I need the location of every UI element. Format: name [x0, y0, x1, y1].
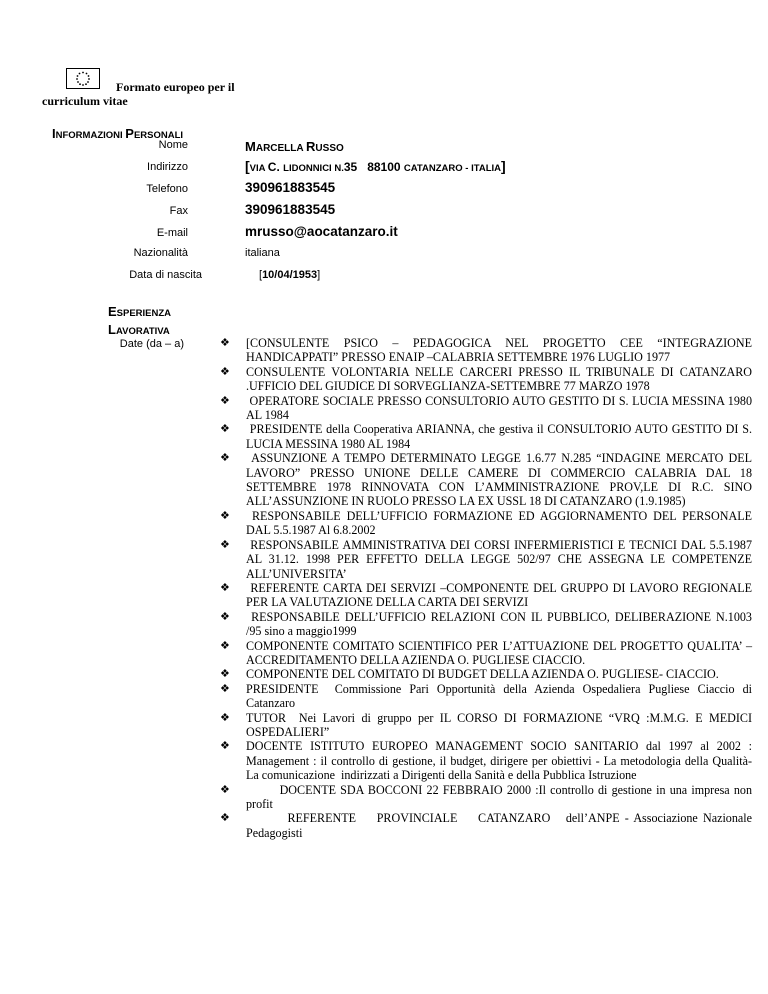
experience-item	[220, 667, 752, 681]
header-title: Formato europeo per il	[116, 80, 235, 94]
experience-item-text: DOCENTE SDA BOCCONI 22 FEBBRAIO 2000 :Il controllo di gestione in una impresa non profit	[246, 782, 756, 811]
experience-item-text: TUTOR Nei Lavori di gruppo per IL CORSO DI FORMAZIONE “VRQ :M.M.G. E MEDICI OSPEDALIERI”	[246, 710, 756, 739]
experience-item	[220, 451, 756, 509]
email-label: E-mail	[156, 227, 188, 239]
personal-info-heading: INFORMAZIONI PERSONALI	[52, 126, 184, 141]
experience-item-text: DOCENTE ISTITUTO EUROPEO MANAGEMENT SOCIO SANITARIO dal 1997 al 2002 : Management : il controllo di gestione, il budget, dirigere per obiettivi - La metodologia della Qualità- La comunicazione indirizzati a Dirigenti della Sanità e della Pubblica Istruzione	[246, 739, 756, 783]
address-label: Indirizzo	[147, 161, 188, 173]
bullet-diamond-icon: ❖	[220, 668, 230, 681]
experience-item	[220, 811, 756, 840]
experience-item	[220, 681, 756, 711]
bullet-diamond-icon: ❖	[220, 394, 230, 407]
bullet-diamond-icon: ❖	[220, 610, 230, 623]
header-subtitle: curriculum vitae	[42, 94, 128, 108]
phone-label: Telefono	[146, 183, 188, 195]
bullet-diamond-icon: ❖	[220, 639, 230, 652]
experience-item-text: REFERENTE CARTA DEI SERVIZI –COMPONENTE DEL GRUPPO DI LAVORO REGIONALE PER LA VALUTAZIONE DELLA CARTA DEI SERVIZI	[246, 580, 756, 610]
bullet-diamond-icon: ❖	[220, 365, 230, 378]
experience-item	[220, 782, 756, 812]
experience-heading: ESPERIENZA LAVORATIVA	[108, 304, 172, 337]
experience-item-text: CONSULENTE VOLONTARIA NELLE CARCERI PRESSO IL TRIBUNALE DI CATANZARO .UFFICIO DEL GIUDICE DI SORVEGLIANZA-SETTEMBRE 77 MARZO 1978	[246, 364, 756, 394]
dates-label: Date (da – a)	[119, 338, 184, 350]
nationality-value: italiana	[245, 247, 280, 259]
experience-item	[220, 537, 755, 581]
experience-item-text: [CONSULENTE PSICO – PEDAGOGICA NEL PROGETTO CEE “INTEGRAZIONE HANDICAPPATI” PRESSO ENAIP –CALABRIA SETTEMBRE 1976 LUGLIO 1977	[246, 336, 756, 365]
eu-flag-logo	[66, 68, 100, 89]
experience-list	[220, 336, 756, 840]
bullet-diamond-icon: ❖	[220, 509, 230, 522]
experience-item	[220, 422, 756, 451]
experience-item-text: COMPONENTE COMITATO SCIENTIFICO PER L’ATTUAZIONE DEL PROGETTO QUALITA’ – ACCREDITAMENTO DELLA AZIENDA O. PUGLIESE CIACCIO.	[246, 638, 755, 667]
experience-item-text: PRESIDENTE Commissione Pari Opportunità della Azienda Ospedaliera Pugliese Ciaccio di Catanzaro	[246, 681, 756, 711]
experience-item-text: RESPONSABILE AMMINISTRATIVA DEI CORSI INFERMIERISTICI E TECNICI DAL 5.5.1987 AL 31.12. 1998 PER EFFETTO DELLA LEGGE 502/97 CHE ASSEGNA LE COMPETENZE ALL’UNIVERSITA’	[246, 537, 755, 581]
name-value: MARCELLA RUSSO	[245, 139, 344, 154]
bullet-diamond-icon: ❖	[220, 682, 230, 695]
experience-item-text: ASSUNZIONE A TEMPO DETERMINATO LEGGE 1.6.77 N.285 “INDAGINE MERCATO DEL LAVORO” PRESSO UNIONE DELLE CAMERE DI COMMERCIO CALABRIA DAL 18 SETTEMBRE 1978 RINNOVATA CON L’AMMINISTRAZIONE PROV,LE DI R.C. SINO ALL’ASSUNZIONE IN RUOLO PRESSO LA EX USSL 18 DI CATANZARO (1.9.1985)	[246, 451, 756, 509]
experience-item-text: PRESIDENTE della Cooperativa ARIANNA, che gestiva il CONSULTORIO AUTO GESTITO DI S. LUCIA MESSINA 1980 AL 1984	[246, 422, 756, 451]
experience-item-text: RESPONSABILE DELL’UFFICIO FORMAZIONE ED AGGIORNAMENTO DEL PERSONALE DAL 5.5.1987 Al 6.8.2002	[246, 508, 756, 538]
bullet-diamond-icon: ❖	[220, 812, 230, 825]
experience-item	[220, 609, 756, 639]
phone-value: 390961883545	[245, 180, 336, 195]
name-label: Nome	[158, 139, 188, 151]
experience-item	[220, 580, 756, 610]
birth-label: Data di nascita	[129, 269, 202, 281]
bullet-diamond-icon: ❖	[220, 423, 230, 436]
experience-item-text: RESPONSABILE DELL’UFFICIO RELAZIONI CON IL PUBBLICO, DELIBERAZIONE N.1003 /95 sino a maggio1999	[246, 609, 756, 639]
bullet-diamond-icon: ❖	[220, 783, 230, 796]
fax-label: Fax	[169, 205, 188, 217]
email-value: mrusso@aocatanzaro.it	[245, 224, 398, 239]
bullet-diamond-icon: ❖	[220, 581, 230, 594]
experience-item	[220, 508, 756, 538]
experience-item	[220, 710, 756, 740]
bullet-diamond-icon: ❖	[220, 740, 230, 753]
experience-item-text: OPERATORE SOCIALE PRESSO CONSULTORIO AUTO GESTITO DI S. LUCIA MESSINA 1980 AL 1984	[246, 393, 755, 423]
address-value: [VIA C. LIDONNICI N.35 88100 CATANZARO - ITALIA]	[245, 158, 506, 174]
birth-value: [10/04/1953]	[259, 269, 321, 281]
experience-item	[220, 638, 755, 668]
bullet-diamond-icon: ❖	[220, 337, 230, 349]
experience-item	[220, 393, 755, 423]
experience-item	[220, 739, 756, 783]
bullet-diamond-icon: ❖	[220, 711, 230, 724]
nationality-label: Nazionalità	[133, 247, 188, 259]
bullet-diamond-icon: ❖	[220, 452, 230, 465]
bullet-diamond-icon: ❖	[220, 538, 230, 551]
experience-item	[220, 364, 756, 394]
fax-value: 390961883545	[245, 202, 336, 217]
experience-item-text: COMPONENTE DEL COMITATO DI BUDGET DELLA AZIENDA O. PUGLIESE- CIACCIO.	[246, 667, 719, 682]
experience-item	[220, 336, 756, 365]
experience-item-text: REFERENTE PROVINCIALE CATANZARO dell’ANPE - Associazione Nazionale Pedagogisti	[246, 811, 756, 840]
